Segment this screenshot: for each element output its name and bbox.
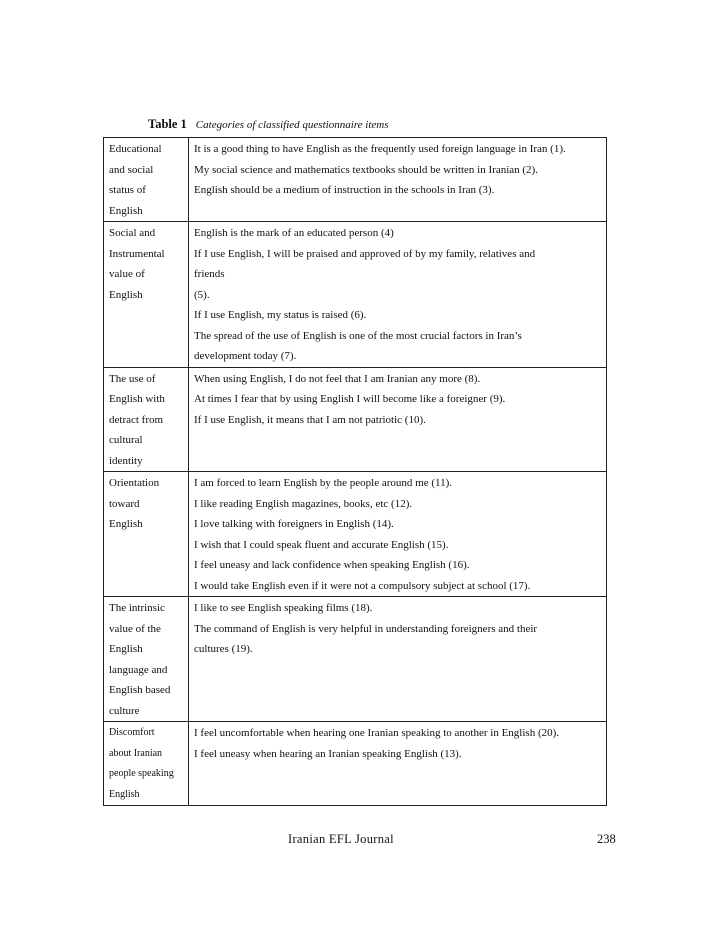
category-cell: [104, 722, 189, 806]
category-line: cultural: [109, 434, 143, 446]
category-line: English: [109, 204, 143, 217]
questionnaire-item: development today (7).: [194, 350, 297, 362]
category-line: language and: [109, 663, 168, 676]
table-label: Table 1: [148, 117, 187, 131]
category-line: Instrumental: [109, 247, 165, 260]
category-line: English with: [109, 393, 165, 405]
category-line: value of: [109, 268, 145, 280]
items-cell: [189, 222, 607, 368]
table-row: [104, 367, 607, 472]
category-line: status of: [109, 184, 146, 196]
questionnaire-item: If I use English, it means that I am not patriotic (10).: [194, 413, 426, 426]
category-line: Educational: [109, 143, 162, 155]
table-row: [104, 222, 607, 368]
questionnaire-item: I like to see English speaking films (18).: [194, 602, 373, 614]
items-cell: [189, 722, 607, 806]
category-line: English: [109, 788, 140, 800]
category-cell: [104, 367, 189, 472]
questionnaire-item: (5).: [194, 288, 210, 301]
page-number: 238: [597, 832, 616, 846]
items-cell: [189, 597, 607, 722]
category-line: and social: [109, 163, 154, 176]
table-title: Categories of classified questionnaire items: [195, 119, 389, 131]
category-cell: [104, 138, 189, 222]
questionnaire-item: I feel uneasy and lack confidence when speaking English (16).: [194, 559, 470, 571]
questionnaire-item: My social science and mathematics textbooks should be written in Iranian (2).: [194, 163, 538, 176]
questionnaire-item: I like reading English magazines, books, etc (12).: [194, 497, 413, 510]
category-line: Social and: [109, 227, 156, 239]
page-footer: [0, 832, 728, 848]
questionnaire-item: It is a good thing to have English as the frequently used foreign language in Iran (1).: [194, 143, 566, 155]
questionnaire-item: friends: [194, 268, 225, 280]
questionnaire-item: I feel uncomfortable when hearing one Iranian speaking to another in English (20).: [194, 727, 560, 739]
questionnaire-item: If I use English, my status is raised (6).: [194, 309, 367, 321]
table-row: [104, 597, 607, 722]
category-line: Discomfort: [109, 727, 155, 738]
table-row: [104, 472, 607, 597]
category-line: The use of: [109, 372, 156, 385]
category-line: English based: [109, 684, 171, 696]
questionnaire-item: I feel uneasy when hearing an Iranian speaking English (13).: [194, 747, 462, 760]
category-line: The intrinsic: [109, 602, 165, 614]
questionnaire-item: At times I fear that by using English I will become like a foreigner (9).: [194, 393, 506, 405]
category-line: value of the: [109, 622, 161, 635]
category-line: toward: [109, 497, 140, 510]
category-line: Orientation: [109, 477, 160, 489]
category-line: identity: [109, 454, 143, 467]
category-line: about Iranian: [109, 747, 163, 759]
category-line: culture: [109, 704, 140, 717]
category-line: detract from: [109, 413, 164, 426]
questionnaire-item: English should be a medium of instruction in the schools in Iran (3).: [194, 184, 495, 196]
table-body: [104, 138, 607, 806]
table-caption: [148, 117, 389, 132]
questionnaire-item: English is the mark of an educated person (4): [194, 227, 394, 239]
questionnaire-item: I love talking with foreigners in English (14).: [194, 518, 394, 530]
items-cell: [189, 367, 607, 472]
questionnaire-item: If I use English, I will be praised and approved of by my family, relatives and: [194, 247, 536, 260]
journal-name: Iranian EFL Journal: [288, 832, 394, 846]
questionnaire-item: I wish that I could speak fluent and accurate English (15).: [194, 538, 449, 551]
category-line: English: [109, 518, 143, 530]
category-cell: [104, 222, 189, 368]
categories-table: [103, 137, 607, 806]
table-row: [104, 138, 607, 222]
items-cell: [189, 138, 607, 222]
category-line: English: [109, 643, 143, 655]
questionnaire-item: The command of English is very helpful in understanding foreigners and their: [194, 622, 538, 635]
questionnaire-item: The spread of the use of English is one of the most crucial factors in Iran’s: [194, 329, 522, 342]
category-cell: [104, 472, 189, 597]
category-line: English: [109, 288, 143, 301]
category-line: people speaking: [109, 768, 174, 779]
category-cell: [104, 597, 189, 722]
questionnaire-item: When using English, I do not feel that I am Iranian any more (8).: [194, 372, 481, 385]
table-row: [104, 722, 607, 806]
questionnaire-item: I am forced to learn English by the people around me (11).: [194, 477, 453, 489]
items-cell: [189, 472, 607, 597]
questionnaire-item: I would take English even if it were not a compulsory subject at school (17).: [194, 579, 531, 592]
questionnaire-item: cultures (19).: [194, 643, 253, 655]
